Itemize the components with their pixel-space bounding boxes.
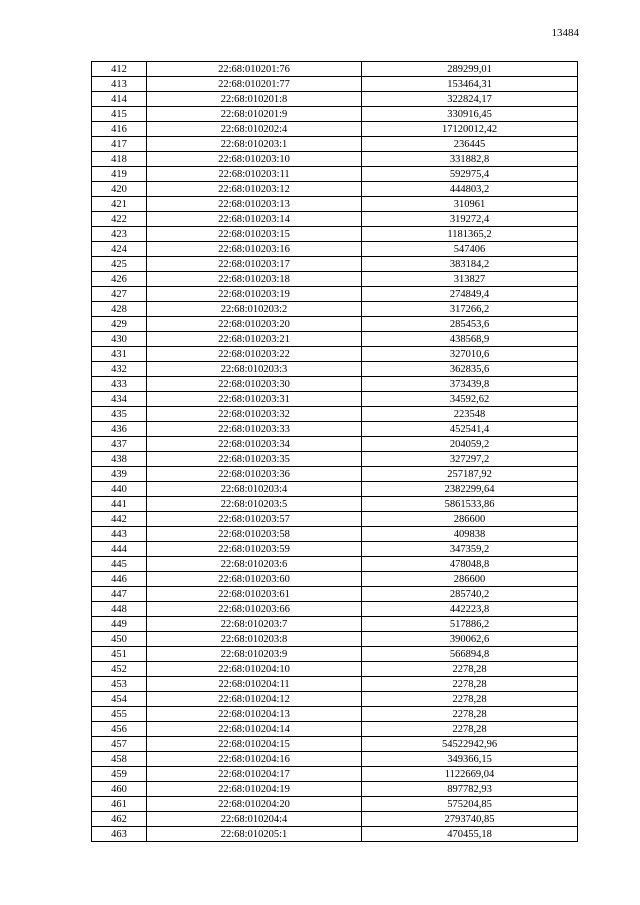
cadastral-number-cell: 22:68:010203:1 [147,137,362,152]
cadastral-value-cell: 2278,28 [362,707,578,722]
cadastral-value-cell: 204059,2 [362,437,578,452]
cadastral-value-cell: 310961 [362,197,578,212]
row-number-cell: 444 [92,542,147,557]
table-row [92,227,578,242]
cadastral-value-cell: 1122669,04 [362,767,578,782]
cadastral-number-cell: 22:68:010203:31 [147,392,362,407]
cadastral-value-cell: 285453,6 [362,317,578,332]
row-number-cell: 425 [92,257,147,272]
table-row [92,137,578,152]
cadastral-number-cell: 22:68:010204:12 [147,692,362,707]
cadastral-value-cell: 223548 [362,407,578,422]
cadastral-value-cell: 897782,93 [362,782,578,797]
table-row [92,722,578,737]
row-number-cell: 417 [92,137,147,152]
row-number-cell: 426 [92,272,147,287]
table-row [92,302,578,317]
cadastral-value-cell: 327010,6 [362,347,578,362]
cadastral-number-cell: 22:68:010201:76 [147,62,362,77]
cadastral-number-cell: 22:68:010203:16 [147,242,362,257]
cadastral-value-cell: 236445 [362,137,578,152]
cadastral-number-cell: 22:68:010204:17 [147,767,362,782]
table-row [92,317,578,332]
row-number-cell: 451 [92,647,147,662]
cadastral-number-cell: 22:68:010203:17 [147,257,362,272]
table-row [92,167,578,182]
cadastral-number-cell: 22:68:010204:16 [147,752,362,767]
cadastral-value-cell: 331882,8 [362,152,578,167]
cadastral-value-cell: 289299,01 [362,62,578,77]
cadastral-number-cell: 22:68:010203:61 [147,587,362,602]
table-row [92,452,578,467]
table-row [92,647,578,662]
table-row [92,707,578,722]
cadastral-number-cell: 22:68:010203:13 [147,197,362,212]
table-row [92,182,578,197]
cadastral-number-cell: 22:68:010203:59 [147,542,362,557]
cadastral-value-cell: 322824,17 [362,92,578,107]
cadastral-value-cell: 327297,2 [362,452,578,467]
cadastral-value-cell: 347359,2 [362,542,578,557]
cadastral-number-cell: 22:68:010203:36 [147,467,362,482]
row-number-cell: 412 [92,62,147,77]
row-number-cell: 435 [92,407,147,422]
row-number-cell: 441 [92,497,147,512]
cadastral-number-cell: 22:68:010204:20 [147,797,362,812]
row-number-cell: 453 [92,677,147,692]
row-number-cell: 449 [92,617,147,632]
table-row [92,812,578,827]
row-number-cell: 416 [92,122,147,137]
table-row [92,257,578,272]
cadastral-value-cell: 442223,8 [362,602,578,617]
table-row [92,752,578,767]
cadastral-value-cell: 17120012,42 [362,122,578,137]
row-number-cell: 448 [92,602,147,617]
cadastral-value-cell: 2793740,85 [362,812,578,827]
cadastral-value-cell: 575204,85 [362,797,578,812]
table-row [92,197,578,212]
table-row [92,347,578,362]
table-row [92,617,578,632]
row-number-cell: 422 [92,212,147,227]
cadastral-number-cell: 22:68:010203:9 [147,647,362,662]
cadastral-value-cell: 478048,8 [362,557,578,572]
row-number-cell: 457 [92,737,147,752]
cadastral-number-cell: 22:68:010203:33 [147,422,362,437]
table-row [92,602,578,617]
cadastral-number-cell: 22:68:010205:1 [147,827,362,842]
cadastral-value-cell: 2278,28 [362,662,578,677]
cadastral-value-cell: 257187,92 [362,467,578,482]
cadastral-number-cell: 22:68:010204:13 [147,707,362,722]
cadastral-number-cell: 22:68:010202:4 [147,122,362,137]
table-row [92,62,578,77]
cadastral-number-cell: 22:68:010203:4 [147,482,362,497]
cadastral-number-cell: 22:68:010204:4 [147,812,362,827]
row-number-cell: 454 [92,692,147,707]
row-number-cell: 437 [92,437,147,452]
row-number-cell: 430 [92,332,147,347]
cadastral-number-cell: 22:68:010204:19 [147,782,362,797]
cadastral-value-cell: 470455,18 [362,827,578,842]
cadastral-number-cell: 22:68:010203:18 [147,272,362,287]
cadastral-number-cell: 22:68:010203:12 [147,182,362,197]
row-number-cell: 459 [92,767,147,782]
cadastral-number-cell: 22:68:010203:32 [147,407,362,422]
cadastral-value-cell: 317266,2 [362,302,578,317]
row-number-cell: 463 [92,827,147,842]
cadastral-number-cell: 22:68:010203:8 [147,632,362,647]
row-number-cell: 420 [92,182,147,197]
table-row [92,482,578,497]
cadastral-number-cell: 22:68:010201:77 [147,77,362,92]
cadastral-value-cell: 153464,31 [362,77,578,92]
table-row [92,632,578,647]
cadastral-value-cell: 34592,62 [362,392,578,407]
table-row [92,377,578,392]
table-row [92,782,578,797]
cadastral-value-cell: 383184,2 [362,257,578,272]
table-row [92,797,578,812]
cadastral-value-cell: 54522942,96 [362,737,578,752]
row-number-cell: 427 [92,287,147,302]
cadastral-value-cell: 313827 [362,272,578,287]
cadastral-number-cell: 22:68:010203:22 [147,347,362,362]
cadastral-number-cell: 22:68:010203:7 [147,617,362,632]
cadastral-number-cell: 22:68:010203:21 [147,332,362,347]
table-row [92,527,578,542]
row-number-cell: 424 [92,242,147,257]
table-row [92,152,578,167]
cadastral-value-cell: 390062,6 [362,632,578,647]
row-number-cell: 413 [92,77,147,92]
cadastral-value-cell: 362835,6 [362,362,578,377]
cadastral-number-cell: 22:68:010204:10 [147,662,362,677]
cadastral-number-cell: 22:68:010203:3 [147,362,362,377]
row-number-cell: 446 [92,572,147,587]
cadastral-value-cell: 438568,9 [362,332,578,347]
table-row [92,212,578,227]
table-row [92,77,578,92]
cadastral-value-cell: 286600 [362,512,578,527]
row-number-cell: 415 [92,107,147,122]
cadastral-number-cell: 22:68:010201:8 [147,92,362,107]
table-body [92,62,578,842]
row-number-cell: 436 [92,422,147,437]
table-row [92,122,578,137]
table-row [92,497,578,512]
cadastral-value-cell: 452541,4 [362,422,578,437]
cadastral-value-cell: 566894,8 [362,647,578,662]
table-row [92,392,578,407]
row-number-cell: 438 [92,452,147,467]
cadastral-value-cell: 330916,45 [362,107,578,122]
row-number-cell: 456 [92,722,147,737]
table-row [92,572,578,587]
table-row [92,662,578,677]
cadastral-value-cell: 285740,2 [362,587,578,602]
cadastral-number-cell: 22:68:010204:15 [147,737,362,752]
table-row [92,437,578,452]
table-row [92,467,578,482]
table-row [92,407,578,422]
row-number-cell: 432 [92,362,147,377]
row-number-cell: 452 [92,662,147,677]
cadastral-number-cell: 22:68:010203:57 [147,512,362,527]
page-number: 13484 [551,27,579,39]
row-number-cell: 450 [92,632,147,647]
cadastral-number-cell: 22:68:010203:15 [147,227,362,242]
row-number-cell: 433 [92,377,147,392]
cadastral-number-cell: 22:68:010204:14 [147,722,362,737]
cadastral-value-cell: 592975,4 [362,167,578,182]
cadastral-value-cell: 2278,28 [362,677,578,692]
cadastral-value-cell: 2278,28 [362,722,578,737]
cadastral-value-cell: 409838 [362,527,578,542]
cadastral-value-cell: 274849,4 [362,287,578,302]
cadastral-number-cell: 22:68:010203:2 [147,302,362,317]
table-row [92,242,578,257]
cadastral-number-cell: 22:68:010204:11 [147,677,362,692]
cadastral-value-cell: 547406 [362,242,578,257]
table-row [92,737,578,752]
table-row [92,767,578,782]
row-number-cell: 439 [92,467,147,482]
cadastral-value-cell: 286600 [362,572,578,587]
cadastral-number-cell: 22:68:010203:11 [147,167,362,182]
table-row [92,92,578,107]
cadastral-number-cell: 22:68:010203:30 [147,377,362,392]
cadastral-value-cell: 517886,2 [362,617,578,632]
row-number-cell: 440 [92,482,147,497]
row-number-cell: 414 [92,92,147,107]
cadastral-value-cell: 1181365,2 [362,227,578,242]
cadastral-value-cell: 349366,15 [362,752,578,767]
row-number-cell: 447 [92,587,147,602]
table-row [92,272,578,287]
cadastral-number-cell: 22:68:010203:34 [147,437,362,452]
table-row [92,107,578,122]
table-row [92,827,578,842]
row-number-cell: 419 [92,167,147,182]
cadastral-value-cell: 2382299,64 [362,482,578,497]
row-number-cell: 423 [92,227,147,242]
cadastral-number-cell: 22:68:010203:5 [147,497,362,512]
cadastral-number-cell: 22:68:010201:9 [147,107,362,122]
cadastral-number-cell: 22:68:010203:58 [147,527,362,542]
table-row [92,422,578,437]
row-number-cell: 445 [92,557,147,572]
row-number-cell: 461 [92,797,147,812]
table-row [92,692,578,707]
cadastral-value-cell: 444803,2 [362,182,578,197]
row-number-cell: 421 [92,197,147,212]
cadastral-value-cell: 319272,4 [362,212,578,227]
cadastral-value-table [91,61,578,842]
row-number-cell: 460 [92,782,147,797]
cadastral-value-cell: 2278,28 [362,692,578,707]
cadastral-number-cell: 22:68:010203:14 [147,212,362,227]
cadastral-value-cell: 373439,8 [362,377,578,392]
table-row [92,587,578,602]
table-row [92,512,578,527]
row-number-cell: 429 [92,317,147,332]
cadastral-number-cell: 22:68:010203:60 [147,572,362,587]
row-number-cell: 428 [92,302,147,317]
cadastral-number-cell: 22:68:010203:66 [147,602,362,617]
table-row [92,557,578,572]
cadastral-value-cell: 5861533,86 [362,497,578,512]
table-row [92,542,578,557]
row-number-cell: 431 [92,347,147,362]
cadastral-number-cell: 22:68:010203:20 [147,317,362,332]
table-row [92,332,578,347]
cadastral-number-cell: 22:68:010203:19 [147,287,362,302]
cadastral-number-cell: 22:68:010203:10 [147,152,362,167]
row-number-cell: 458 [92,752,147,767]
row-number-cell: 418 [92,152,147,167]
row-number-cell: 455 [92,707,147,722]
row-number-cell: 443 [92,527,147,542]
table-row [92,677,578,692]
cadastral-number-cell: 22:68:010203:35 [147,452,362,467]
table-row [92,287,578,302]
row-number-cell: 442 [92,512,147,527]
row-number-cell: 434 [92,392,147,407]
table-row [92,362,578,377]
row-number-cell: 462 [92,812,147,827]
cadastral-number-cell: 22:68:010203:6 [147,557,362,572]
